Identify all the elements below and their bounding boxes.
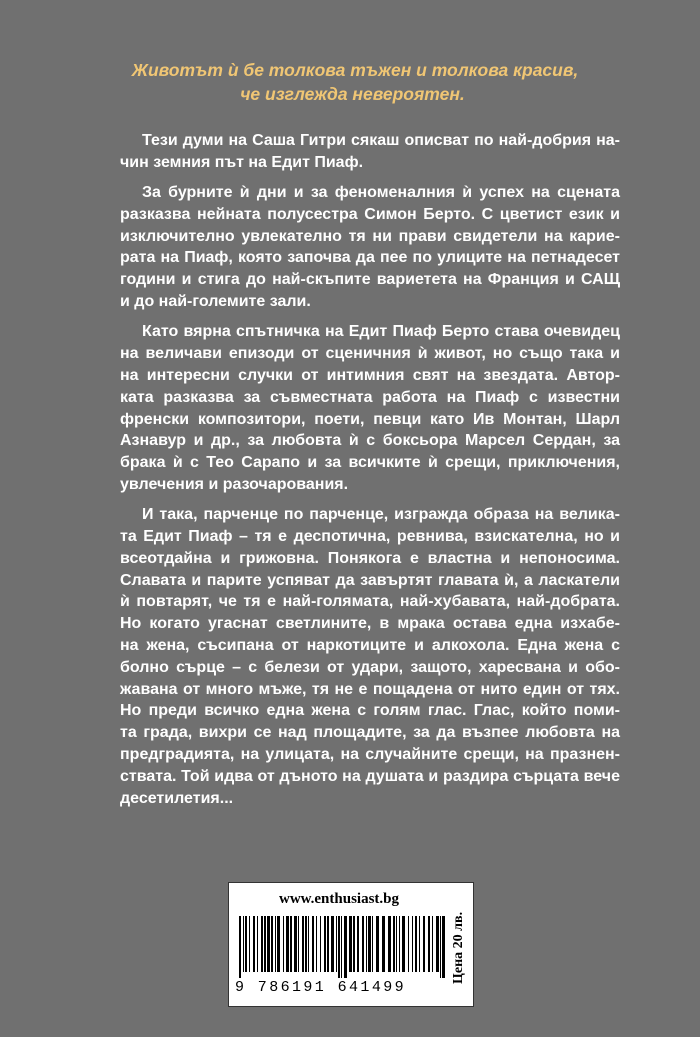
barcode-bar <box>419 916 420 972</box>
text-line: брака ѝ с Тео Сарапо и за всичките ѝ срещи, приключения, <box>120 454 620 472</box>
barcode-bar <box>305 916 307 972</box>
text-line: Но преди всичко една жена с голям глас. Глас, който поми- <box>120 702 620 720</box>
barcode-bar <box>294 916 297 972</box>
barcode-bar <box>336 916 337 972</box>
text-line: разказва нейната полусестра Симон Берто. С цветист език и <box>120 205 620 223</box>
barcode-bar <box>412 916 413 972</box>
barcode-bar <box>440 916 441 978</box>
barcode-bar <box>249 916 250 972</box>
barcode-bar <box>428 916 430 972</box>
barcode-bar <box>264 916 266 972</box>
text-line: изключително увлекателно тя ни прави свидетели на кариe- <box>120 227 620 245</box>
text-line: Като вярна спътничка на Едит Пиаф Берто става очевидец <box>142 323 620 341</box>
barcode-bar <box>382 916 385 972</box>
publisher-url: www.enthusiast.bg <box>278 891 400 907</box>
barcode-bar <box>402 916 405 972</box>
barcode-bar <box>316 916 317 972</box>
text-line: всеотдайна и грижовна. Понякога е властна и непоносима. <box>120 549 620 567</box>
barcode-bar <box>368 916 371 972</box>
barcode-bar <box>423 916 425 972</box>
barcode-bar <box>286 916 289 972</box>
barcode-bar <box>267 916 270 972</box>
barcode-bar <box>344 916 347 978</box>
barcode-bar <box>415 916 417 972</box>
text-line: чин земния път на Едит Пиаф. <box>120 153 364 171</box>
barcode-bar <box>393 916 395 972</box>
barcode-bar <box>290 916 292 972</box>
barcode-bar <box>432 916 433 972</box>
barcode-bar <box>396 916 397 972</box>
text-line: десетилетия... <box>120 789 234 807</box>
barcode-bar <box>331 916 334 972</box>
barcode-bar <box>302 916 304 972</box>
paragraph <box>120 504 620 809</box>
text-line: години и стига до най-скъпите вариетета на Франция и САЩ <box>120 271 620 289</box>
text-line: предградията, на улицата, на случайните срещи, на празнен- <box>120 746 620 764</box>
blurb-text <box>120 130 620 818</box>
barcode-bar <box>271 916 273 972</box>
text-line: та града, вихри се над площадите, за да възпее любовта на <box>120 724 620 742</box>
barcode-bar <box>245 916 247 972</box>
barcode-bar <box>408 916 409 972</box>
barcode-bar <box>253 916 255 972</box>
barcode-bar <box>353 916 355 972</box>
barcode-bar <box>362 916 364 972</box>
barcode-bar <box>366 916 367 972</box>
text-line: рата на Пиаф, която започва да пее по улиците на петнадесет <box>120 249 620 267</box>
barcode-bar <box>239 916 241 978</box>
text-line: ѝ повтарят, че тя е най-голямата, най-хубавата, най-добрата. <box>120 593 620 611</box>
barcode-bar <box>357 916 359 972</box>
text-line: на жена, съсипана от наркотиците и алкохола. Една жена с <box>120 637 620 655</box>
barcode-bar <box>261 916 263 972</box>
paragraph <box>120 321 620 495</box>
text-line: болно сърце – с белези от удари, защото, харесвана и обо- <box>120 658 620 676</box>
barcode-bar <box>372 916 373 972</box>
isbn-number: 9 786191 641499 <box>235 979 407 996</box>
barcode-bar <box>442 916 445 978</box>
text-line: Но когато угаснат светлините, в мрака остава една изхабе- <box>120 615 620 633</box>
barcode-bar <box>320 916 321 972</box>
text-line: жавана от много мъже, тя не е пощадена от нито един от тях. <box>120 680 620 698</box>
barcode-bar <box>399 916 400 972</box>
price-label: Цена 20 лв. <box>451 911 466 985</box>
barcode-bar <box>298 916 299 972</box>
barcode-panel <box>228 882 474 1007</box>
epigraph-line: че изглежда невероятен. <box>240 84 465 104</box>
barcode-bar <box>324 916 326 972</box>
text-line: Тези думи на Саша Гитри сякаш описват по най-добрия на- <box>142 132 620 149</box>
isbn-barcode <box>235 916 447 978</box>
text-line: и до най-големите зали. <box>120 293 311 311</box>
barcode-bar <box>349 916 352 972</box>
barcode-bar <box>275 916 276 972</box>
epigraph-line: Животът ѝ бе толкова тъжен и толкова красив, <box>131 60 579 80</box>
paragraph <box>120 182 620 313</box>
text-line: ствата. Той идва от дъното на душата и раздира сърцата вече <box>120 767 620 785</box>
text-line: За бурните ѝ дни и за феноменалния ѝ успех на сцената <box>142 184 620 202</box>
text-line: на величави епизоди от сценичния ѝ живот, но също така и <box>120 345 620 363</box>
barcode-bar <box>327 916 329 972</box>
barcode-bar <box>436 916 439 972</box>
text-line: увлечения и разочарования. <box>120 475 349 493</box>
barcode-bar <box>341 916 342 978</box>
text-line: И така, парченце по парченце, изгражда образа на велика- <box>142 506 620 524</box>
epigraph-quote <box>0 58 700 106</box>
barcode-bar <box>283 916 284 972</box>
text-line: та Едит Пиаф – тя е деспотична, ревнива, взискателна, но и <box>120 528 620 546</box>
barcode-bar <box>376 916 379 972</box>
barcode-bar <box>243 916 244 972</box>
text-line: френски композитори, поети, певци като Ив Монтан, Шарл <box>120 410 620 428</box>
barcode-bar <box>308 916 309 972</box>
barcode-bar <box>257 916 258 972</box>
barcode-bar <box>338 916 340 978</box>
text-line: Азнавур и др., за любовта ѝ с боксьора Марсел Сердан, за <box>120 432 620 450</box>
barcode-bar <box>388 916 391 972</box>
text-line: Славата и парите успяват да завъртят главата ѝ, а ласкатели <box>120 571 620 589</box>
barcode-bar <box>312 916 314 972</box>
text-line: ката разказва за съвместната работа на Пиаф с известни <box>120 388 620 406</box>
barcode-bar <box>277 916 280 972</box>
paragraph <box>120 130 620 174</box>
text-line: на интересни случки от интимния свят на звездата. Автор- <box>120 366 620 384</box>
